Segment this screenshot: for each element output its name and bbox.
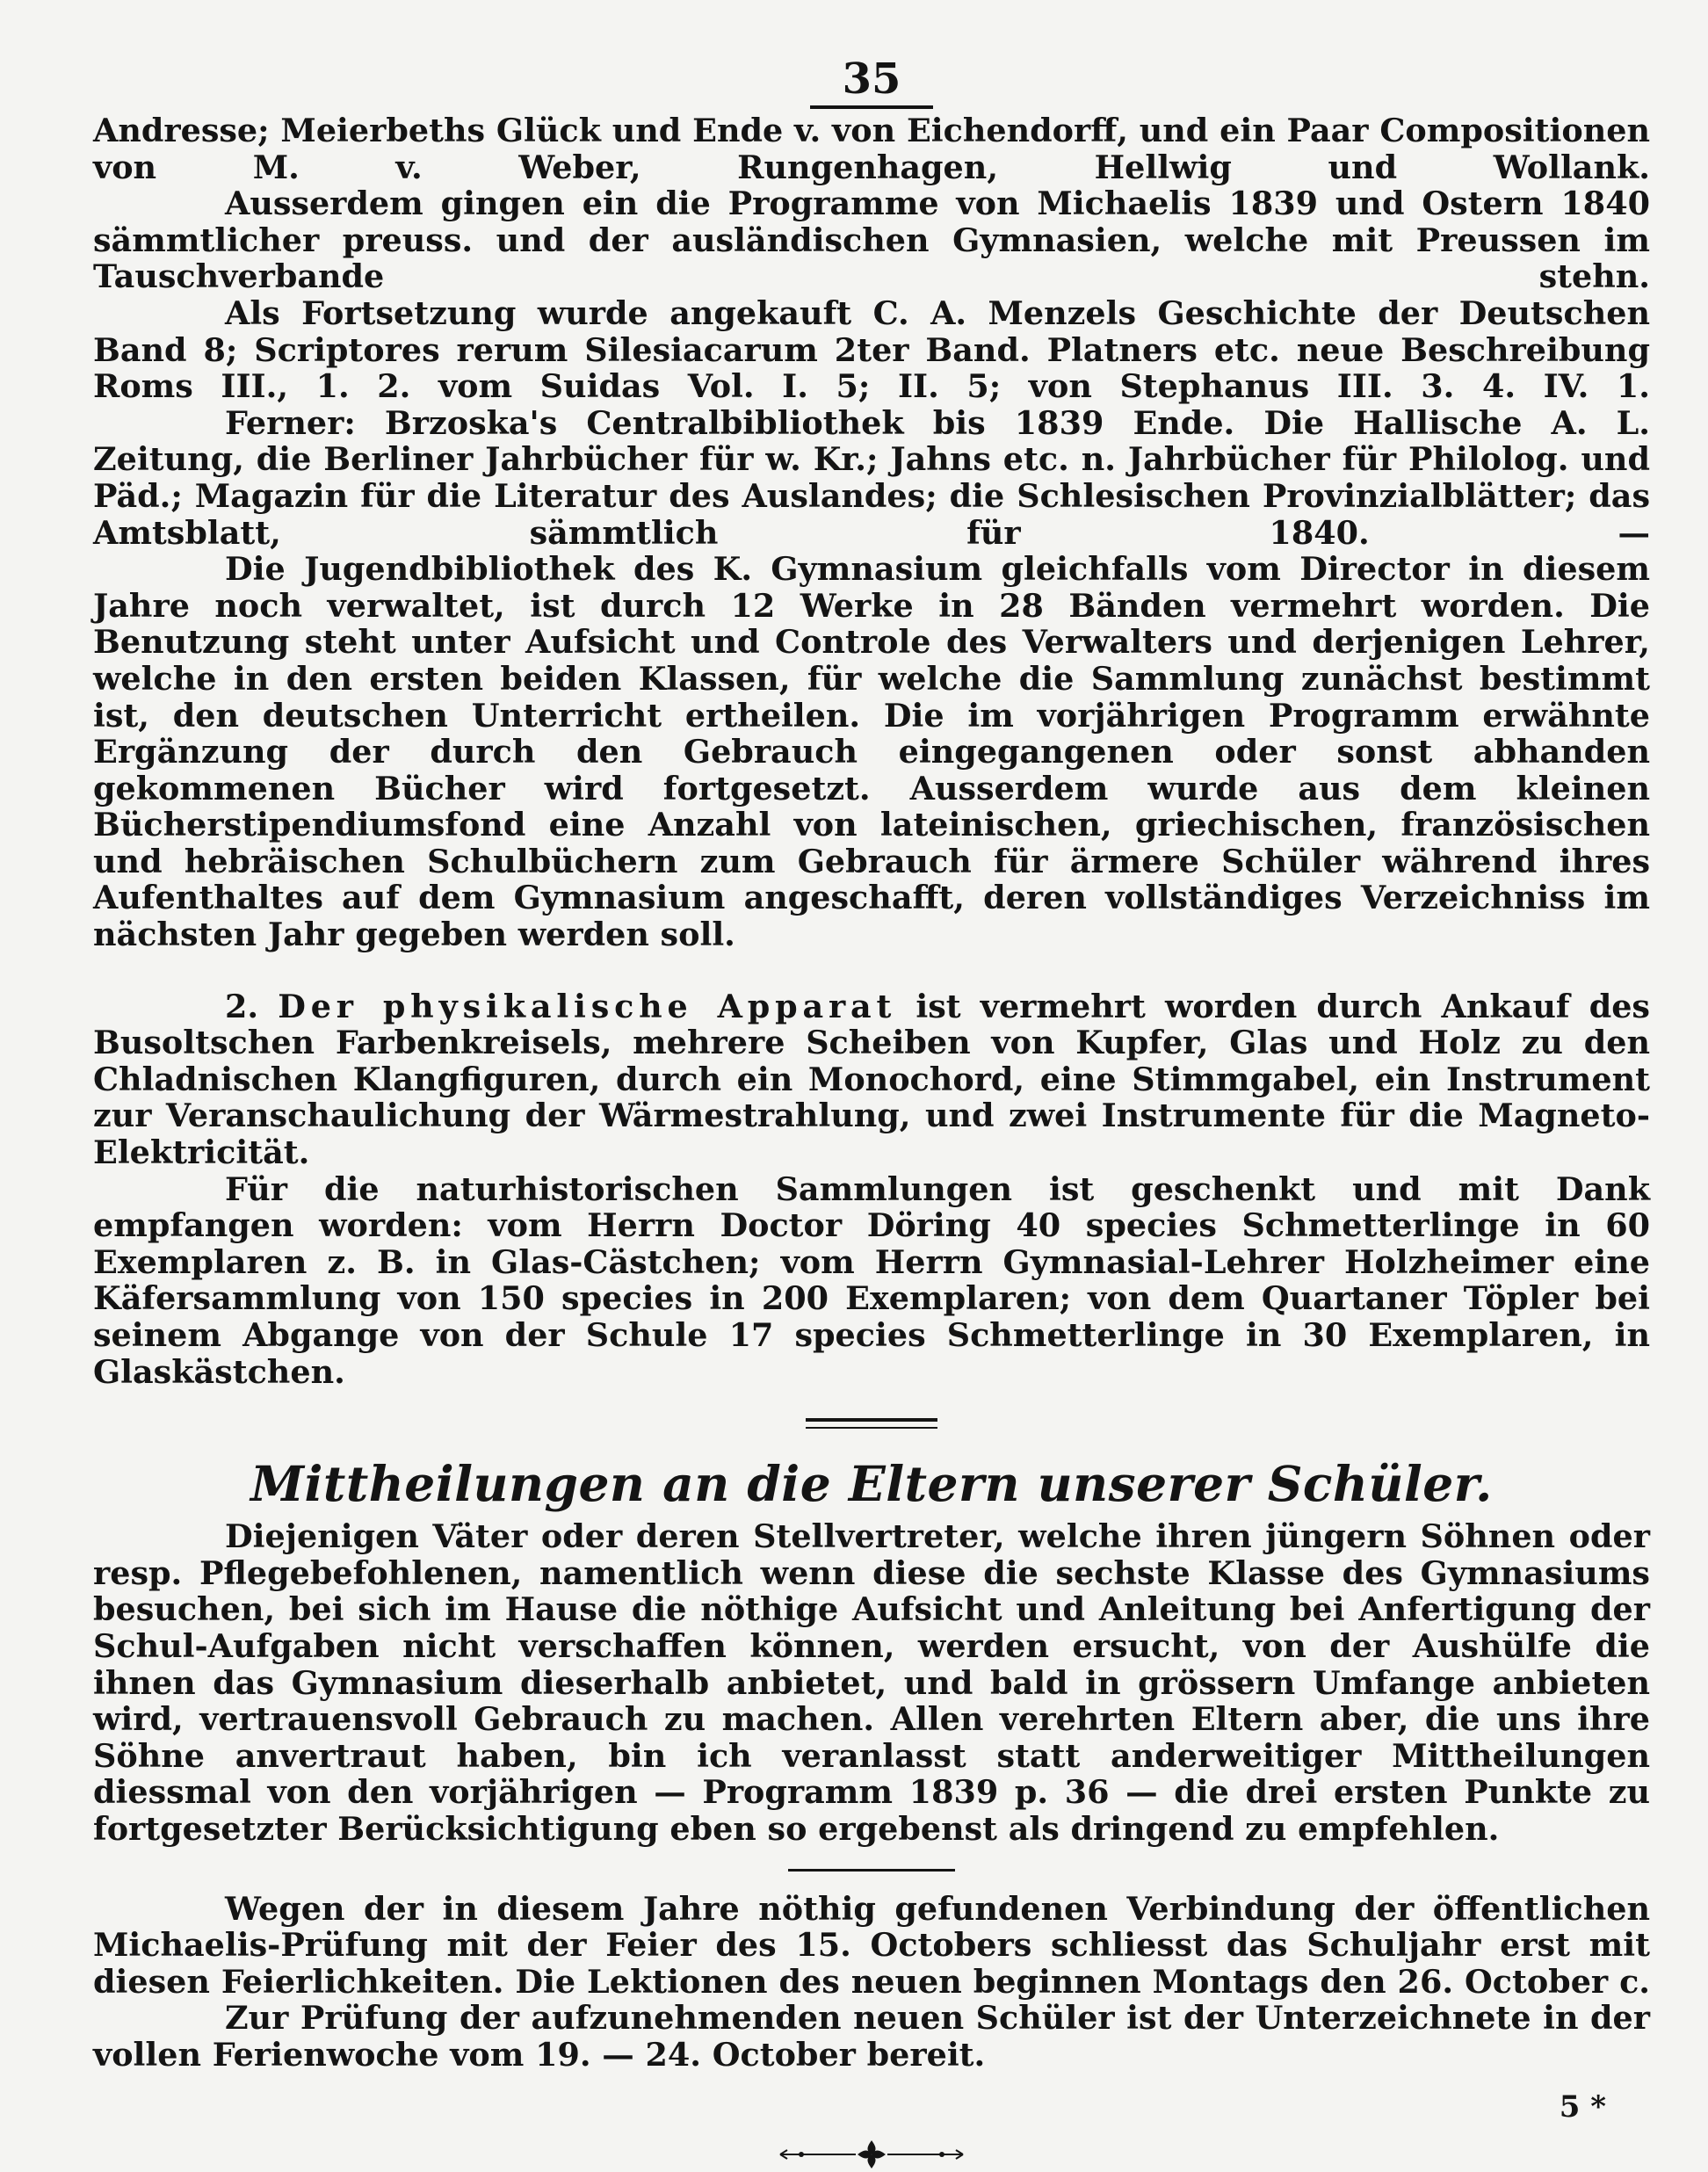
paragraph-continuation: Als Fortsetzung wurde angekauft C. A. Menzels Geschichte der Deutschen Band 8; Scriptores rerum Silesiacarum 2ter Band. Platners etc. neue Beschreibung Roms III., 1. 2. vom Suidas Vol. I. 5; II. 5; von Stephanus III. 3. 4. IV. 1. xyxy=(93,293,1650,406)
page-number: 35 xyxy=(842,54,901,104)
paragraph-physics-apparatus xyxy=(93,988,1650,1171)
section-number: 2. xyxy=(225,987,259,1025)
paragraph-youth-library: Die Jugendbibliothek des K. Gymnasium gleichfalls vom Director in diesem Jahre noch verwaltet, ist durch 12 Werke in 28 Bänden vermehrt worden. Die Benutzung steht unter Aufsicht und Controle des Verwalters und derjenigen Lehrer, welche in den ersten beiden Klassen, für welche die Sammlung zunächst bestimmt ist, den deutschen Unterricht ertheilen. Die im vorjährigen Programm erwähnte Ergänzung der durch den Gebrauch eingegangenen oder sonst abhanden gekommenen Bücher wird fortgesetzt. Ausserdem wurde aus dem kleinen Bücherstipendiumsfond eine Anzahl von lateinischen, griechischen, französischen und hebräischen Schulbüchern zum Gebrauch für ärmere Schüler während ihres Aufenthaltes auf dem Gymnasium angeschafft, deren vollständiges Verzeichniss im nächsten Jahr gegeben werden soll. xyxy=(93,550,1650,954)
signature-mark: 5 * xyxy=(1559,2089,1606,2125)
section-title-spaced: Der physikalische Apparat xyxy=(278,987,897,1025)
notice-heading: Mittheilungen an die Eltern unserer Schüler. xyxy=(250,1455,1493,1513)
paragraph-programmes: Ausserdem gingen ein die Programme von Michaelis 1839 und Ostern 1840 sämmtlicher preuss. und der ausländischen Gymnasien, welche mit Preussen im Tauschverbande stehn. xyxy=(93,185,1650,296)
section-body: ist vermehrt worden durch Ankauf des Busoltschen Farbenkreisels, mehrere Scheiben von Kupfer, Glas und Holz zu den Chladnischen Klangfiguren, durch ein Monochord, eine Stimmgabel, ein Instrument zur Veranschaulichung der Wärmestrahlung, und zwei Instrumente für die Magneto-Elektricität. xyxy=(93,987,1650,1172)
notice-paragraph-parents: Diejenigen Väter oder deren Stellvertreter, welche ihren jüngern Söhnen oder resp. Pflegebefohlenen, namentlich wenn diese die sechste Klasse des Gymnasiums besuchen, bei sich im Hause die nöthige Aufsicht und Anleitung bei Anfertigung der Schul-Aufgaben nicht verschaffen können, werden ersucht, von der Aushülfe die ihnen das Gymnasium dieserhalb anbietet, und bald in grössern Umfange anbieten wird, vertrauensvoll Gebrauch zu machen. Allen verehrten Eltern aber, die uns ihre Söhne anvertraut haben, bin ich veranlasst statt anderweitiger Mittheilungen diessmal von den vorjährigen — Programm 1839 p. 36 — die drei ersten Punkte zu fortgesetzter Berücksichtigung eben so ergebenst als dringend zu empfehlen. xyxy=(93,1517,1650,1848)
paragraph-music-list: Andresse; Meierbeths Glück und Ende v. von Eichendorff, und ein Paar Compositionen von M. v. Weber, Rungenhagen, Hellwig und Wollank. xyxy=(93,112,1650,186)
notice-paragraph-admission: Zur Prüfung der aufzunehmenden neuen Schüler ist der Unterzeichnete in der vollen Ferienwoche vom 19. — 24. October bereit. xyxy=(93,1999,1650,2074)
paragraph-periodicals: Ferner: Brzoska's Centralbibliothek bis 1839 Ende. Die Hallische A. L. Zeitung, die Berliner Jahrbücher für w. Kr.; Jahns etc. n. Jahrbücher für Philolog. und Päd.; Magazin für die Literatur des Auslandes; die Schlesischen Provinzialblätter; das Amtsblatt, sämmtlich für 1840. — xyxy=(93,403,1650,552)
section-divider xyxy=(806,1418,937,1429)
notice-paragraph-exams: Wegen der in diesem Jahre nöthig gefundenen Verbindung der öffentlichen Michaelis-Prüfung mit der Feier des 15. Octobers schliesst das Schuljahr erst mit diesen Feierlichkeiten. Die Lektionen des neuen beginnen Montags den 26. October c. xyxy=(93,1889,1650,2001)
page-number-rule xyxy=(810,105,933,109)
notice-divider xyxy=(788,1869,955,1872)
paragraph-natural-history: Für die naturhistorischen Sammlungen ist geschenkt und mit Dank empfangen worden: vom Herrn Doctor Döring 40 species Schmetterlinge in 60 Exemplaren z. B. in Glas-Cästchen; vom Herrn Gymnasial-Lehrer Holzheimer eine Käfersammlung von 150 species in 200 Exemplaren; von dem Quartaner Töpler bei seinem Abgange von der Schule 17 species Schmetterlinge in 30 Exemplaren, in Glaskästchen. xyxy=(93,1169,1650,1391)
document-page xyxy=(93,53,1650,2126)
